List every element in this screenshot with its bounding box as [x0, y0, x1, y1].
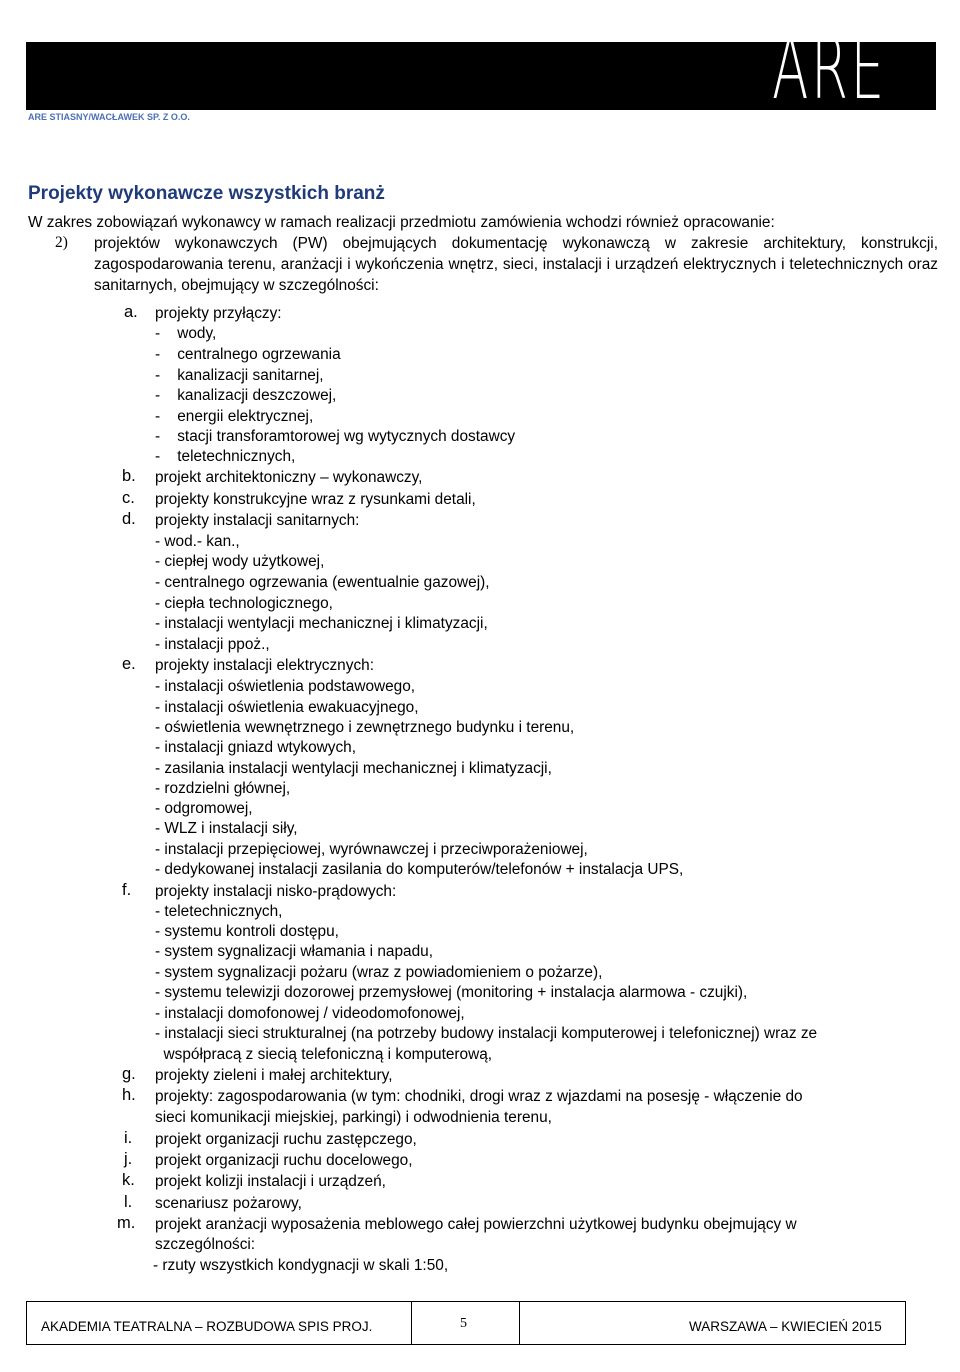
list-item: - ciepła technologicznego, [155, 595, 333, 612]
item-number: 2) [55, 234, 68, 251]
list-item: projekty instalacji elektrycznych: [155, 657, 374, 674]
list-marker: c. [122, 489, 135, 507]
footer-project-title: AKADEMIA TEATRALNA – ROZBUDOWA SPIS PROJ. [41, 1319, 373, 1334]
list-item: projekty konstrukcyjne wraz z rysunkami detali, [155, 491, 476, 508]
list-item: projekt organizacji ruchu zastępczego, [155, 1131, 417, 1148]
footer-date: WARSZAWA – KWIECIEŃ 2015 [689, 1319, 882, 1334]
list-item: - centralnego ogrzewania [155, 346, 341, 363]
list-item: projekt kolizji instalacji i urządzeń, [155, 1173, 386, 1190]
list-item: - odgromowej, [155, 800, 253, 817]
intro-text: W zakres zobowiązań wykonawcy w ramach realizacji przedmiotu zamówienia wchodzi również opracowanie: [28, 214, 775, 231]
list-item: projekty: zagospodarowania (w tym: chodniki, drogi wraz z wjazdami na posesję - włączenie do [155, 1088, 803, 1105]
list-item: - kanalizacji sanitarnej, [155, 367, 324, 384]
list-item: - dedykowanej instalacji zasilania do komputerów/telefonów + instalacja UPS, [155, 861, 684, 878]
page-footer [26, 1301, 906, 1345]
list-marker: e. [122, 655, 136, 673]
list-marker: j. [124, 1150, 133, 1168]
list-item: - system sygnalizacji pożaru (wraz z powiadomieniem o pożarze), [155, 964, 603, 981]
list-item: szczególności: [155, 1236, 256, 1253]
list-item: - teletechnicznych, [155, 448, 296, 465]
list-item: - instalacji gniazd wtykowych, [155, 739, 357, 756]
section-title: Projekty wykonawcze wszystkich branż [28, 183, 385, 204]
list-item: współpracą z siecią telefoniczną i komputerową, [155, 1046, 493, 1063]
list-item: - rozdzielni głównej, [155, 780, 291, 797]
company-logo: ARÉ [772, 19, 887, 119]
list-item: - ciepłej wody użytkowej, [155, 553, 325, 570]
list-marker: a. [124, 303, 138, 321]
list-item: sieci komunikacji miejskiej, parkingi) i odwodnienia terenu, [155, 1109, 552, 1126]
list-item: - zasilania instalacji wentylacji mechanicznej i klimatyzacji, [155, 760, 552, 777]
list-marker: h. [122, 1086, 136, 1104]
list-marker: f. [122, 881, 132, 899]
item-description: projektów wykonawczych (PW) obejmujących dokumentację wykonawczą w zakresie architektury, konstrukcji, zagospodarowania terenu, aranżacji i wykończenia wnętrz, sieci, instalacji i urządzeń elektrycznych i teletechnicznych oraz sanitarnych, obejmujący w szczególności: [94, 235, 938, 294]
list-item: projekt aranżacji wyposażenia meblowego całej powierzchni użytkowej budynku obejmujący w [155, 1216, 797, 1233]
list-item: - centralnego ogrzewania (ewentualnie gazowej), [155, 574, 490, 591]
list-marker: i. [124, 1129, 133, 1147]
list-marker: k. [122, 1171, 135, 1189]
list-marker: l. [124, 1193, 133, 1211]
list-item: - stacji transforamtorowej wg wytycznych dostawcy [155, 428, 516, 445]
company-name: ARE STIASNY/WACŁAWEK SP. Z O.O. [28, 112, 190, 122]
list-item: - oświetlenia wewnętrznego i zewnętrznego budynku i terenu, [155, 719, 575, 736]
list-item: - instalacji oświetlenia podstawowego, [155, 678, 416, 695]
list-item: projekty instalacji sanitarnych: [155, 512, 360, 529]
list-item: - systemu kontroli dostępu, [155, 923, 339, 940]
list-marker: m. [117, 1214, 136, 1232]
list-item: - rzuty wszystkich kondygnacji w skali 1:50, [153, 1257, 449, 1274]
list-item: - instalacji przepięciowej, wyrównawczej i przeciwporażeniowej, [155, 841, 588, 858]
list-item: - energii elektrycznej, [155, 408, 314, 425]
list-item: - instalacji ppoż., [155, 636, 270, 653]
list-item: projekty zieleni i małej architektury, [155, 1067, 393, 1084]
list-item: projekt architektoniczny – wykonawczy, [155, 469, 423, 486]
list-item: projekt organizacji ruchu docelowego, [155, 1152, 413, 1169]
list-item: projekty przyłączy: [155, 305, 282, 322]
list-item: scenariusz pożarowy, [155, 1195, 302, 1212]
footer-divider [411, 1302, 412, 1344]
list-item: - instalacji sieci strukturalnej (na potrzeby budowy instalacji komputerowej i telefonicznej) wraz ze [155, 1025, 818, 1042]
list-item: - instalacji wentylacji mechanicznej i klimatyzacji, [155, 615, 488, 632]
page-number: 5 [460, 1316, 467, 1331]
list-item: - teletechnicznych, [155, 903, 283, 920]
list-item: projekty instalacji nisko-prądowych: [155, 883, 397, 900]
list-item: - wod.- kan., [155, 533, 240, 550]
list-item: - instalacji oświetlenia ewakuacyjnego, [155, 699, 419, 716]
list-item: - WLZ i instalacji siły, [155, 820, 298, 837]
list-marker: d. [122, 510, 136, 528]
list-item: - systemu telewizji dozorowej przemysłowej (monitoring + instalacja alarmowa - czujki), [155, 984, 748, 1001]
list-marker: b. [122, 467, 136, 485]
footer-divider [519, 1302, 520, 1344]
list-item: - instalacji domofonowej / videodomofonowej, [155, 1005, 465, 1022]
list-marker: g. [122, 1065, 136, 1083]
list-item: - system sygnalizacji włamania i napadu, [155, 943, 434, 960]
list-item: - wody, [155, 325, 217, 342]
list-item: - kanalizacji deszczowej, [155, 387, 337, 404]
